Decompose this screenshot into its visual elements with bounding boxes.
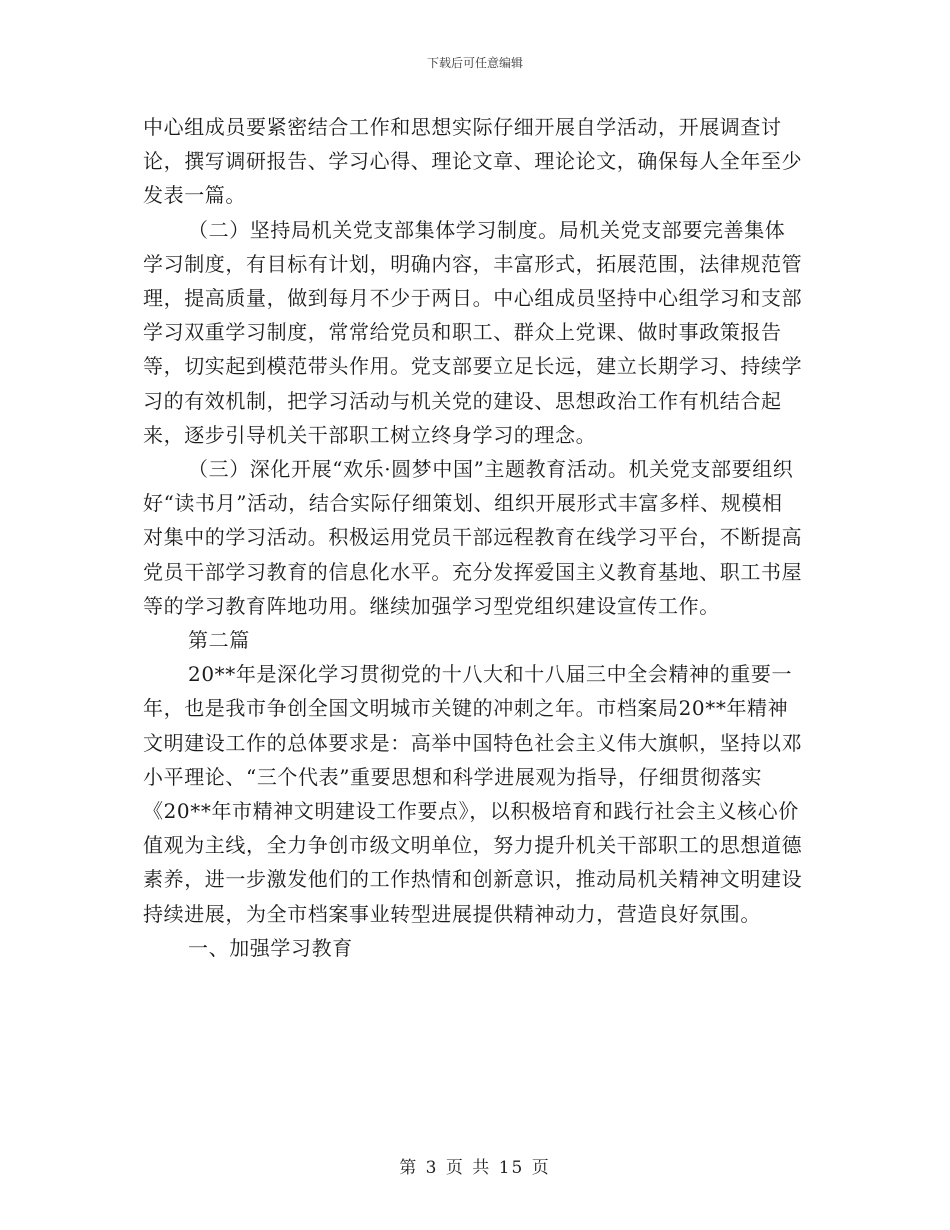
- paragraph-overall-requirements: 20**年是深化学习贯彻党的十八大和十八届三中全会精神的重要一年，也是我市争创全国文明城市关键的冲刺之年。市档案局20**年精神文明建设工作的总体要求是：高举中国特色社会主义伟大旗帜，坚持以邓小平理论、“三个代表”重要思想和科学进展观为指导，仔细贯彻落实《20**年市精神文明建设工作要点》，以积极培育和践行社会主义核心价值观为主线，全力争创市级文明单位，努力提升机关干部职工的思想道德素养，进一步激发他们的工作热情和创新意识，推动局机关精神文明建设持续进展，为全市档案事业转型进展提供精神动力，营造良好氛围。: [143, 662, 803, 926]
- paragraph-collective-study: （二）坚持局机关党支部集体学习制度。局机关党支部要完善集体学习制度，有目标有计划，明确内容，丰富形式，拓展范围，法律规范管理，提高质量，做到每月不少于两日。中心组成员坚持中心组学习和支部学习双重学习制度，常常给党员和职工、群众上党课、做时事政策报告等，切实起到模范带头作用。党支部要立足长远，建立长期学习、持续学习的有效机制，把学习活动与机关党的建设、思想政治工作有机结合起来，逐步引导机关干部职工树立终身学习的理念。: [143, 217, 803, 447]
- heading-strengthen-study: 一、加强学习教育: [188, 935, 353, 960]
- paragraph-study-continuation: 中心组成员要紧密结合工作和思想实际仔细开展自学活动，开展调查讨论，撰写调研报告、学习心得、理论文章、理论论文，确保每人全年至少发表一篇。: [143, 115, 803, 208]
- page-number: 第 3 页 共 15 页: [399, 1158, 551, 1178]
- paragraph-theme-education: （三）深化开展“欢乐·圆梦中国”主题教育活动。机关党支部要组织好“读书月”活动，结合实际仔细策划、组织开展形式丰富多样、规模相对集中的学习活动。积极运用党员干部远程教育在线学习平台，不断提高党员干部学习教育的信息化水平。充分发挥爱国主义教育基地、职工书屋等的学习教育阵地功用。继续加强学习型党组织建设宣传工作。: [143, 457, 803, 618]
- page-header: 下载后可任意编辑: [426, 56, 523, 70]
- section-title-second-part: 第二篇: [188, 628, 250, 653]
- document-body: [143, 110, 803, 965]
